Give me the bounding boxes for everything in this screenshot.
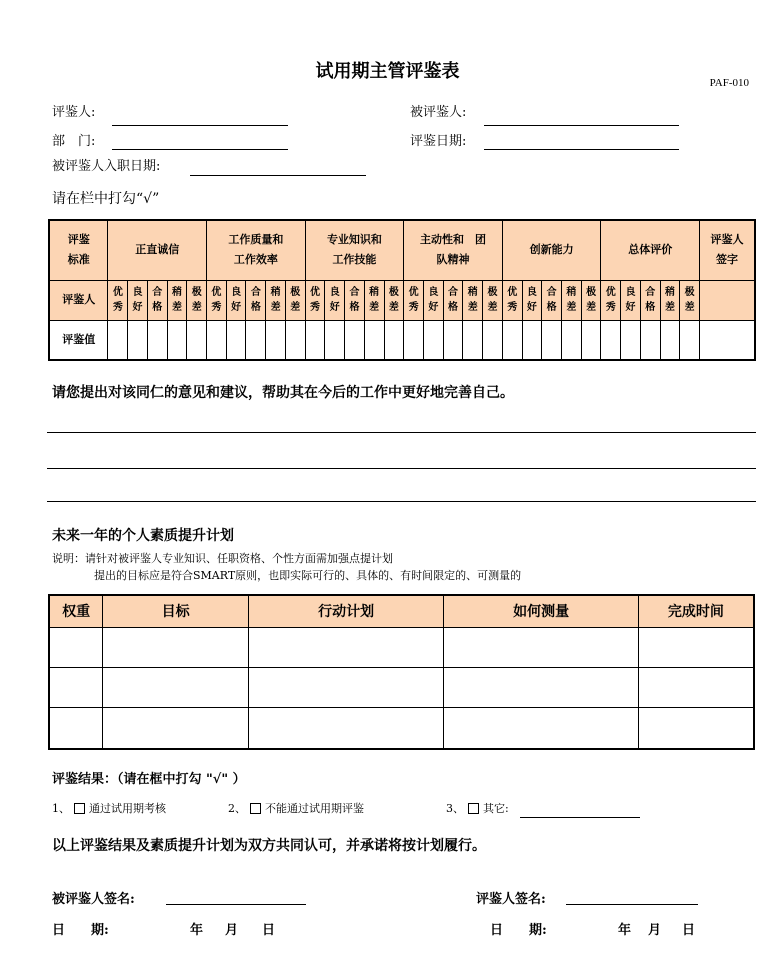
form-title: 试用期主管评鉴表 (315, 61, 460, 82)
signature-header: 评鉴人 签字 (700, 220, 755, 280)
rating-checkbox-cell[interactable] (167, 320, 187, 360)
level-1-header: 良好 (522, 280, 542, 320)
criterion-overall: 总体评价 (601, 220, 700, 280)
level-0-header: 优秀 (207, 280, 227, 320)
level-3-header: 稍差 (364, 280, 384, 320)
evaluatee-day: 日 (262, 923, 276, 938)
rating-checkbox-cell[interactable] (187, 320, 207, 360)
plan-cell[interactable] (49, 627, 103, 667)
result-option-1 (52, 800, 166, 816)
rating-checkbox-cell[interactable] (305, 320, 325, 360)
rating-checkbox-cell[interactable] (147, 320, 167, 360)
evaluatee-sign-label: 被评鉴人签名: (52, 892, 135, 907)
level-2-header: 合格 (345, 280, 365, 320)
other-field[interactable] (520, 817, 640, 818)
criterion-work-quality: 工作质量和 工作效率 (207, 220, 306, 280)
option-3-label: 其它: (483, 802, 509, 815)
plan-cell[interactable] (248, 627, 443, 667)
level-0-header: 优秀 (502, 280, 522, 320)
instruction-text: 请在栏中打勾“√” (52, 191, 160, 207)
level-3-header: 稍差 (463, 280, 483, 320)
level-2-header: 合格 (443, 280, 463, 320)
criterion-initiative: 主动性和 团 队精神 (404, 220, 503, 280)
plan-note-1: 说明：请针对被评鉴人专业知识、任职资格、个性方面需加强点提计划 (52, 552, 393, 565)
option-1-checkbox[interactable] (74, 803, 85, 814)
rating-checkbox-cell[interactable] (542, 320, 562, 360)
result-option-2 (228, 800, 364, 816)
hire-date-field[interactable] (190, 175, 366, 176)
plan-cell[interactable] (49, 667, 103, 707)
suggestion-line-2[interactable] (47, 468, 756, 469)
evaluator-day: 日 (682, 923, 696, 938)
plan-row (49, 627, 754, 667)
plan-cell[interactable] (444, 707, 638, 749)
level-4-header: 极差 (581, 280, 601, 320)
rating-checkbox-cell[interactable] (266, 320, 286, 360)
level-4-header: 极差 (285, 280, 305, 320)
evaluatee-sign-field[interactable] (166, 904, 306, 905)
rating-checkbox-cell[interactable] (364, 320, 384, 360)
value-row-label: 评鉴值 (49, 320, 108, 360)
option-1-label: 通过试用期考核 (89, 802, 166, 815)
level-2-header: 合格 (542, 280, 562, 320)
level-4-header: 极差 (384, 280, 404, 320)
evaluator-year: 年 (618, 923, 632, 938)
level-0-header: 优秀 (404, 280, 424, 320)
rating-checkbox-cell[interactable] (207, 320, 227, 360)
criterion-innovation: 创新能力 (502, 220, 601, 280)
level-4-header: 极差 (187, 280, 207, 320)
level-4-header: 极差 (483, 280, 503, 320)
level-0-header: 优秀 (108, 280, 128, 320)
rating-checkbox-cell[interactable] (226, 320, 246, 360)
rating-checkbox-cell[interactable] (601, 320, 621, 360)
rating-checkbox-cell[interactable] (345, 320, 365, 360)
plan-table (48, 594, 755, 750)
rating-checkbox-cell[interactable] (561, 320, 581, 360)
rating-checkbox-cell[interactable] (660, 320, 680, 360)
rating-checkbox-cell[interactable] (522, 320, 542, 360)
rating-checkbox-cell[interactable] (128, 320, 148, 360)
level-1-header: 良好 (325, 280, 345, 320)
plan-note-2: 提出的目标应是符合SMART原则，也即实际可行的、具体的、有时间限定的、可测量的 (94, 569, 522, 582)
evaluator-field[interactable] (112, 125, 288, 126)
rating-checkbox-cell[interactable] (404, 320, 424, 360)
rating-checkbox-cell[interactable] (640, 320, 660, 360)
level-1-header: 良好 (423, 280, 443, 320)
plan-row (49, 707, 754, 749)
level-1-header: 良好 (226, 280, 246, 320)
rating-checkbox-cell[interactable] (423, 320, 443, 360)
suggestion-line-3[interactable] (47, 501, 756, 502)
evaluatee-field[interactable] (484, 125, 679, 126)
plan-title: 未来一年的个人素质提升计划 (52, 528, 234, 544)
criterion-expertise: 专业知识和 工作技能 (305, 220, 404, 280)
col-action-plan: 行动计划 (248, 595, 443, 627)
rating-checkbox-cell[interactable] (502, 320, 522, 360)
plan-cell[interactable] (444, 667, 638, 707)
rating-checkbox-cell[interactable] (680, 320, 700, 360)
result-option-3 (446, 800, 509, 816)
criterion-integrity: 正直诚信 (108, 220, 207, 280)
level-3-header: 稍差 (561, 280, 581, 320)
level-3-header: 稍差 (660, 280, 680, 320)
plan-cell[interactable] (444, 627, 638, 667)
rating-table (48, 219, 756, 361)
plan-cell[interactable] (49, 707, 103, 749)
evaluator-sign-field[interactable] (566, 904, 698, 905)
rating-checkbox-cell[interactable] (325, 320, 345, 360)
plan-cell[interactable] (103, 707, 249, 749)
eval-date-field[interactable] (484, 149, 679, 150)
evaluator-month: 月 (648, 923, 662, 938)
col-weight: 权重 (49, 595, 103, 627)
evaluator-sign-label: 评鉴人签名: (476, 892, 546, 907)
col-goal: 目标 (103, 595, 249, 627)
plan-cell[interactable] (103, 627, 249, 667)
evaluator-date-label: 日 期: (490, 923, 547, 938)
plan-cell[interactable] (638, 627, 754, 667)
result-heading: 评鉴结果：（请在框中打勾 "√" ） (52, 772, 246, 787)
option-2-label: 不能通过试用期评鉴 (265, 802, 364, 815)
evaluator-label: 评鉴人: (52, 105, 96, 120)
level-4-header: 极差 (680, 280, 700, 320)
suggestion-prompt: 请您提出对该同仁的意见和建议，帮助其在今后的工作中更好地完善自己。 (52, 385, 514, 401)
hire-date-label: 被评鉴人入职日期: (52, 159, 161, 174)
option-3-checkbox[interactable] (468, 803, 479, 814)
plan-cell[interactable] (103, 667, 249, 707)
plan-cell[interactable] (248, 707, 443, 749)
signature-value-cell[interactable] (700, 320, 755, 360)
rating-checkbox-cell[interactable] (384, 320, 404, 360)
evaluatee-label: 被评鉴人: (410, 105, 467, 120)
evaluator-row-label: 评鉴人 (49, 280, 108, 320)
option-2-checkbox[interactable] (250, 803, 261, 814)
form-code: PAF-010 (709, 77, 749, 89)
rating-checkbox-cell[interactable] (108, 320, 128, 360)
rating-checkbox-cell[interactable] (443, 320, 463, 360)
plan-cell[interactable] (638, 667, 754, 707)
plan-row (49, 667, 754, 707)
eval-date-label: 评鉴日期: (410, 134, 467, 149)
level-2-header: 合格 (640, 280, 660, 320)
rating-checkbox-cell[interactable] (285, 320, 305, 360)
signature-cell[interactable] (700, 280, 755, 320)
level-2-header: 合格 (147, 280, 167, 320)
level-1-header: 良好 (621, 280, 641, 320)
level-0-header: 优秀 (601, 280, 621, 320)
option-2-number: 2、 (228, 802, 246, 815)
level-2-header: 合格 (246, 280, 266, 320)
department-label: 部 门: (52, 134, 96, 149)
level-0-header: 优秀 (305, 280, 325, 320)
level-3-header: 稍差 (266, 280, 286, 320)
rating-checkbox-cell[interactable] (463, 320, 483, 360)
rating-checkbox-cell[interactable] (483, 320, 503, 360)
evaluatee-date-label: 日 期: (52, 923, 109, 938)
plan-cell[interactable] (248, 667, 443, 707)
option-3-number: 3、 (446, 802, 464, 815)
department-field[interactable] (112, 149, 288, 150)
evaluatee-month: 月 (225, 923, 239, 938)
rating-checkbox-cell[interactable] (621, 320, 641, 360)
rating-checkbox-cell[interactable] (246, 320, 266, 360)
option-1-number: 1、 (52, 802, 70, 815)
rating-checkbox-cell[interactable] (581, 320, 601, 360)
col-completion: 完成时间 (638, 595, 754, 627)
suggestion-line-1[interactable] (47, 432, 756, 433)
criteria-corner: 评鉴 标准 (49, 220, 108, 280)
plan-cell[interactable] (638, 707, 754, 749)
evaluatee-year: 年 (190, 923, 204, 938)
level-3-header: 稍差 (167, 280, 187, 320)
agreement-text: 以上评鉴结果及素质提升计划为双方共同认可，并承诺将按计划履行。 (52, 838, 486, 854)
col-measure: 如何测量 (444, 595, 638, 627)
level-1-header: 良好 (128, 280, 148, 320)
